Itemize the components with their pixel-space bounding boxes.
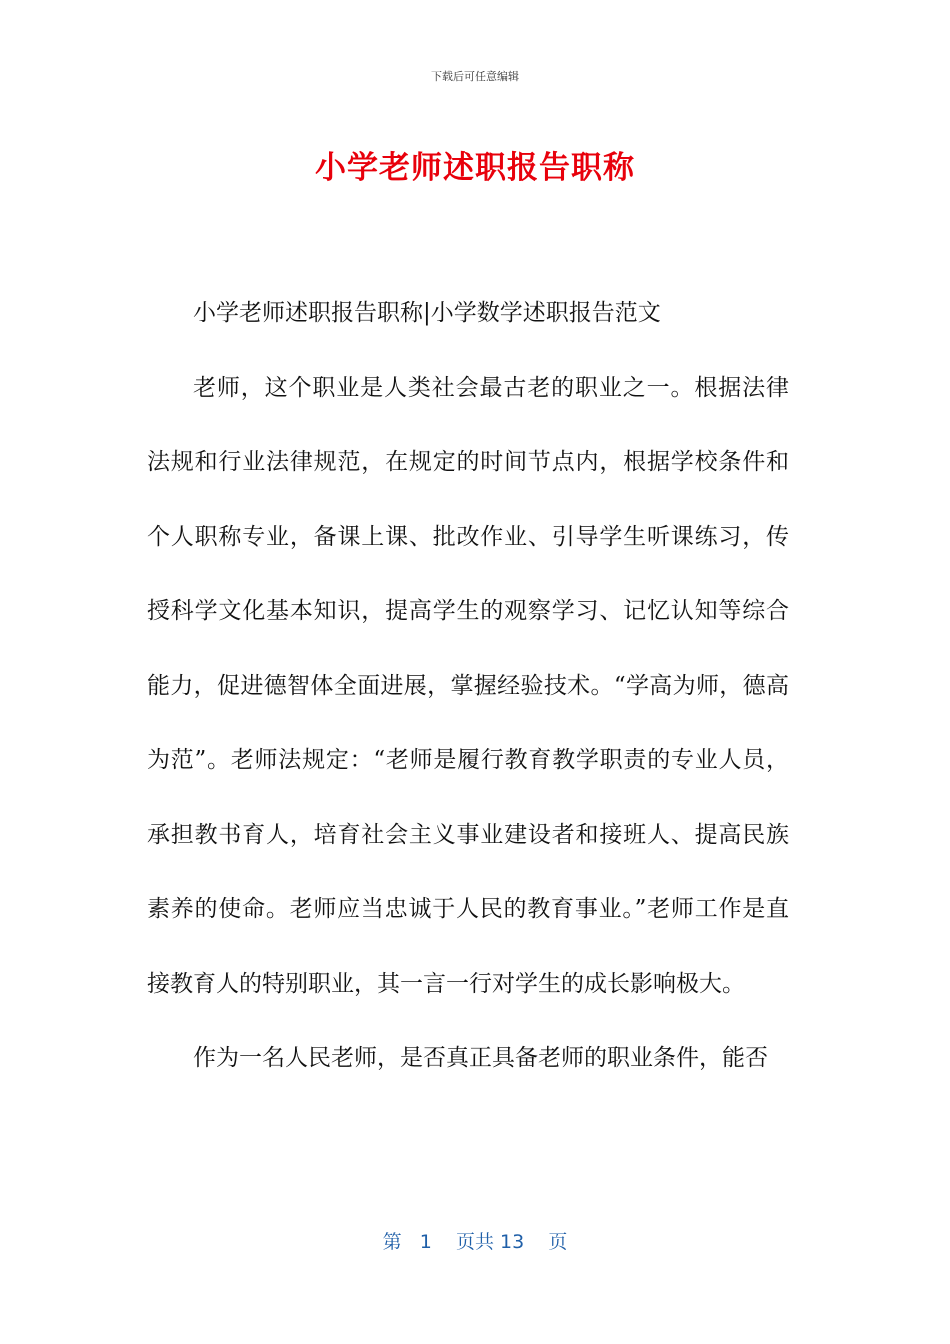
footer-prefix: 第 bbox=[382, 1231, 402, 1253]
paragraph-intro: 老师，这个职业是人类社会最古老的职业之一。根据法律法规和行业法律规范，在规定的时间节点内，根据学校条件和个人职称专业，备课上课、批改作业、引导学生听课练习，传授科学文化基本知识，提高学生的观察学习、记忆认知等综合能力，促进德智体全面进展，掌握经验技术。“学高为师，德高为范”。老师法规定：“老师是履行教育教学职责的专业人员，承担教书育人，培育社会主义事业建设者和接班人、提高民族素养的使命。老师应当忠诚于人民的教育事业。”老师工作是直接教育人的特别职业，其一言一行对学生的成长影响极大。 bbox=[147, 374, 789, 997]
paragraph-subtitle: 小学老师述职报告职称|小学数学述职报告范文 bbox=[193, 300, 661, 326]
footer-middle: 页共 bbox=[455, 1231, 494, 1253]
document-title: 小学老师述职报告职称 bbox=[315, 150, 635, 186]
footer-suffix: 页 bbox=[548, 1231, 568, 1253]
page-footer bbox=[0, 1227, 950, 1254]
header-note: 下载后可任意编辑 bbox=[431, 70, 519, 83]
document-body bbox=[147, 276, 789, 1096]
footer-current-page: 1 bbox=[419, 1231, 432, 1253]
footer-total-pages: 13 bbox=[500, 1231, 525, 1253]
paragraph-continuation: 作为一名人民老师，是否真正具备老师的职业条件，能否 bbox=[193, 1045, 768, 1071]
